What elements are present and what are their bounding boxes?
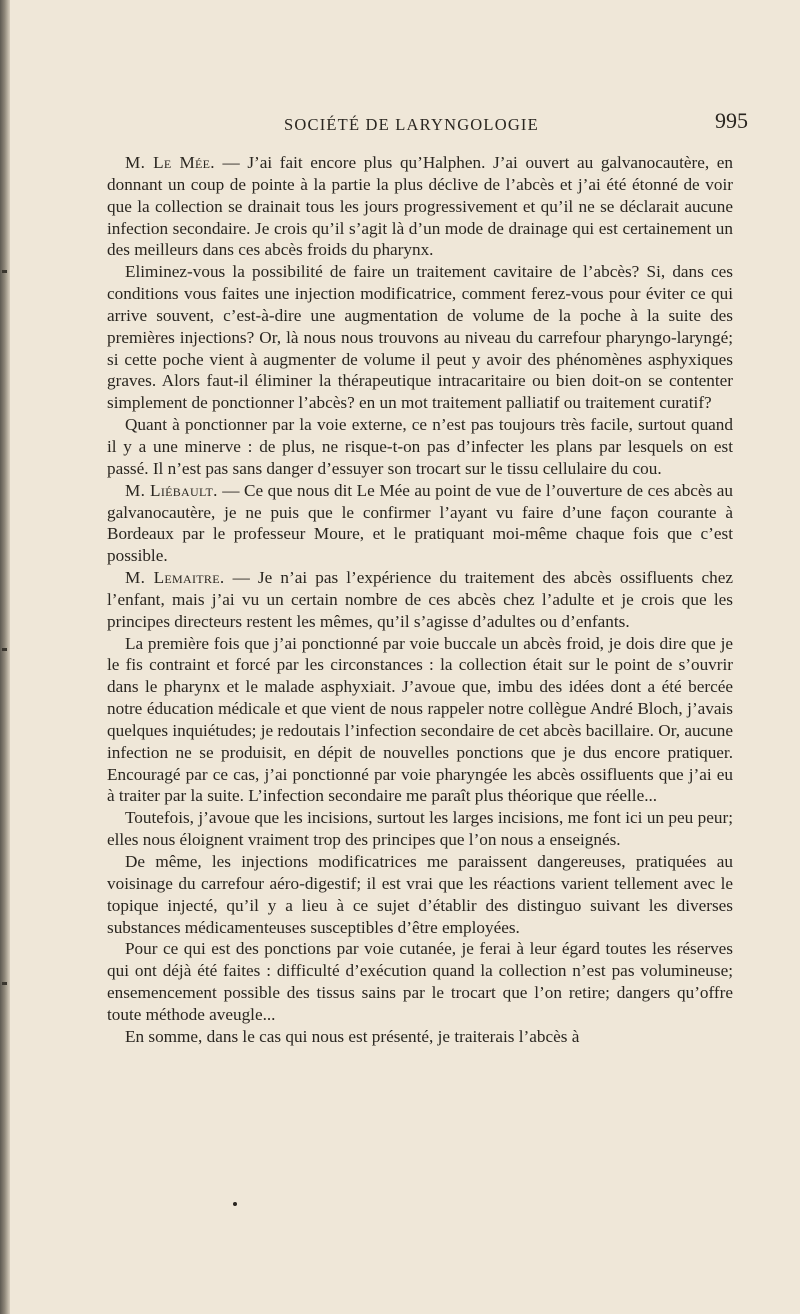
paragraph bbox=[107, 480, 733, 567]
paragraph bbox=[107, 567, 733, 633]
speaker-name: M. Lemaitre. bbox=[125, 568, 225, 588]
paragraph-text: — Ce que nous dit Le Mée au point de vue de l’ouverture de ces abcès au galvanocautère, je ne puis que le confirmer l’ayant vu faire d’une façon courante à Bordeaux par le professeur Moure, et le pratiquant moi-même chaque fois que c’est possible. bbox=[107, 480, 733, 566]
paragraph bbox=[107, 1026, 733, 1048]
body-text bbox=[107, 152, 733, 1048]
speaker-name: M. Liébault. bbox=[125, 480, 218, 500]
paragraph-text: En somme, dans le cas qui nous est présenté, je traiterais l’abcès à bbox=[125, 1026, 580, 1046]
paragraph bbox=[107, 807, 733, 851]
paragraph bbox=[107, 414, 733, 480]
paragraph-text: Toutefois, j’avoue que les incisions, surtout les larges incisions, me font ici un peu peur; elles nous éloignent vraiment trop des principes que l’on nous a enseignés. bbox=[107, 808, 733, 850]
paragraph-text: Pour ce qui est des ponctions par voie cutanée, je ferai à leur égard toutes les réserves qui ont déjà été faites : difficulté d’exécution quand la collection n’est pas volumineuse; ensemencement possible des tissus sains par le trocart que l’on retire; dangers qu’offre toute méthode aveugle... bbox=[107, 939, 733, 1024]
paragraph-text: — Je n’ai pas l’expérience du traitement des abcès ossifluents chez l’enfant, mais j’ai vu un certain nombre de ces abcès chez l’adulte et je crois que les principes directeurs restent les mêmes, qu’il s’agisse d’adultes ou d’enfants. bbox=[107, 568, 733, 631]
margin-mark bbox=[2, 270, 7, 273]
paragraph-text: De même, les injections modificatrices me paraissent dangereuses, pratiquées au voisinage du carrefour aéro-digestif; il est vrai que les réactions varient tellement avec le topique injecté, qu’il y a lieu à ce sujet d’établir des distinguo suivant les diverses substances médicamenteuses susceptibles d’être employées. bbox=[107, 852, 733, 937]
paragraph bbox=[107, 261, 733, 414]
paragraph bbox=[107, 633, 733, 808]
paragraph-text: La première fois que j’ai ponctionné par voie buccale un abcès froid, je dois dire que je le fis contraint et forcé par les circonstances : la collection était sur le point de s’ouvrir dans le pharynx et le malade asphyxiait. J’avoue que, imbu des idées dont a été bercée notre éducation médicale et que vient de nous rappeler notre collègue André Bloch, j’avais quelques inquiétudes; je redoutais l’infection secondaire de cet abcès bacillaire. Or, aucune infection ne se produisit, en dépit de nouvelles ponctions que je dus encore pratiquer. Encouragé par ce cas, j’ai ponctionné par voie pharyngée les abcès ossifluents que j’ai eu à traiter par la suite. L’infection secondaire me paraît plus théorique que réelle... bbox=[107, 633, 733, 806]
paragraph bbox=[107, 851, 733, 938]
speaker-name: M. Le Mée. bbox=[125, 153, 215, 172]
paragraph-text: Quant à ponctionner par la voie externe, ce n’est pas toujours très facile, surtout quand il y a une minerve : de plus, ne risque-t-on pas d’infecter les plans par lesquels on est passé. Il n’est pas sans danger d’essuyer son trocart sur le tissu cellulaire du cou. bbox=[107, 415, 733, 478]
ink-dot bbox=[233, 1202, 237, 1206]
paragraph-text: Eliminez-vous la possibilité de faire un traitement cavitaire de l’abcès? Si, dans ces conditions vous faites une injection modificatrice, comment ferez-vous pour éviter ce qui arrive souvent, c’est-à-dire une augmentation de volume de la poche à la suite des premières injections? Or, là nous nous trouvons au niveau du carrefour pharyngo-laryngé; si cette poche vient à augmenter de volume il peut y avoir des phénomènes asphyxiques graves. Alors faut-il éliminer la thérapeutique intracaritaire ou bien doit-on se contenter simplement de ponctionner l’abcès? en un mot traitement palliatif ou traitement curatif? bbox=[107, 262, 733, 413]
page-header bbox=[110, 108, 760, 142]
page-number: 995 bbox=[715, 108, 748, 133]
book-binding-edge bbox=[0, 0, 10, 1314]
paragraph bbox=[107, 152, 733, 261]
margin-mark bbox=[2, 982, 7, 985]
paragraph-text: — J’ai fait encore plus qu’Halphen. J’ai ouvert au galvanocautère, en donnant un coup de pointe à la partie la plus déclive de l’abcès et j’ai été étonné de voir que la collection se drainait tous les jours progressivement et qu’il ne se déclarait aucune infection secondaire. Je crois qu’il s’agit là d’un mode de drainage qui est certainement un des meilleurs dans ces abcès froids du pharynx. bbox=[107, 153, 733, 260]
running-title: SOCIÉTÉ DE LARYNGOLOGIE bbox=[284, 115, 539, 134]
margin-mark bbox=[2, 648, 7, 651]
paragraph bbox=[107, 938, 733, 1025]
